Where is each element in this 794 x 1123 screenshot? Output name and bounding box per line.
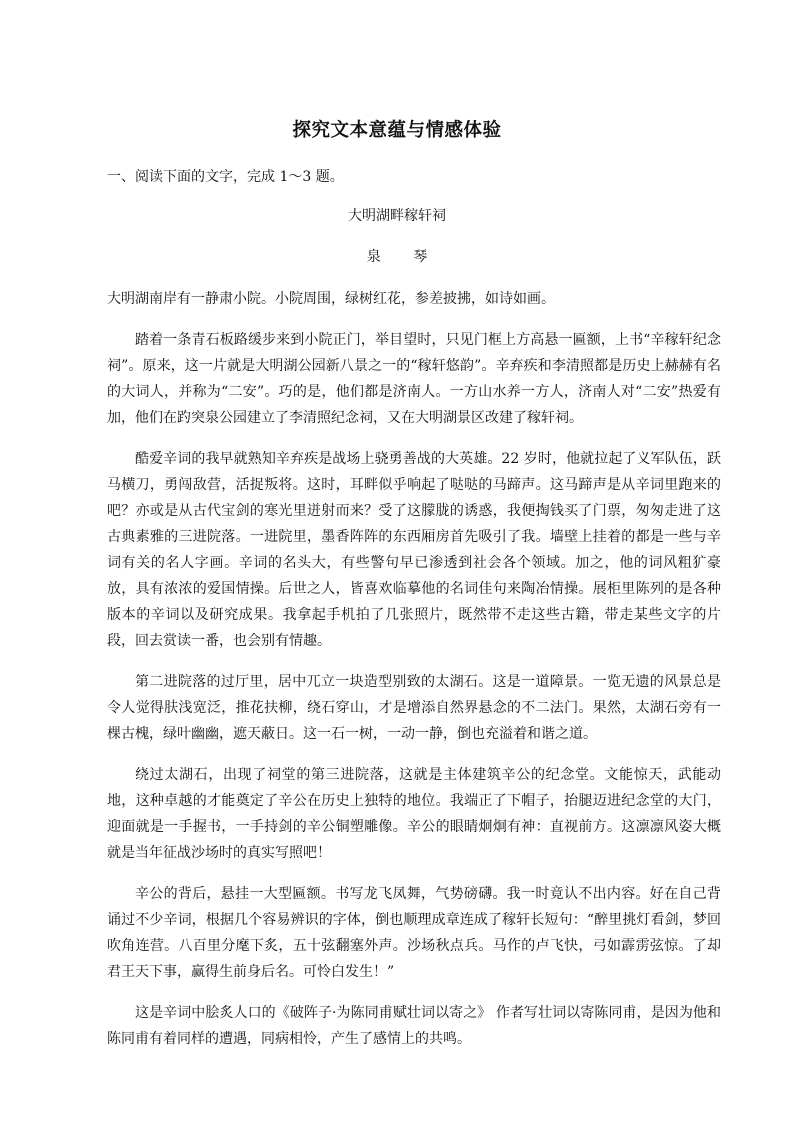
document-title: 探究文本意蕴与情感体验 xyxy=(292,120,502,141)
question-instruction: 一、阅读下面的文字，完成 1～3 题。 xyxy=(107,169,344,185)
essay-author: 泉 琴 xyxy=(366,249,442,265)
essay-title: 大明湖畔稼轩祠 xyxy=(348,208,446,224)
essay-body xyxy=(107,286,721,1067)
paragraph-6: 辛公的背后，悬挂一大型匾额。书写龙飞凤舞，气势磅礴。我一时竟认不出内容。好在自己背诵过不少辛词，根据几个容易辨识的字体，倒也顺理成章连成了稼轩长短句：“醉里挑灯看剑，梦回吹角连营。八百里分麾下炙，五十弦翻塞外声。沙场秋点兵。马作的卢飞快，弓如霹雳弦惊。了却君王天下事，赢得生前身后名。可怜白发生！” xyxy=(107,886,721,980)
paragraph-4: 第二进院落的过厅里，居中兀立一块造型别致的太湖石。这是一道障景。一览无遗的风景总是令人觉得肤浅宽泛，推花扶柳，绕石穿山，才是增添自然界悬念的不二法门。果然，太湖石旁有一棵古槐，绿叶幽幽，遮天蔽日。这一石一树，一动一静，倒也充溢着和谐之道。 xyxy=(107,674,721,742)
paragraph-3: 酷爱辛词的我早就熟知辛弃疾是战场上骁勇善战的大英雄。22 岁时，他就拉起了义军队伍，跃马横刀，勇闯敌营，活捉叛将。这时，耳畔似乎响起了哒哒的马蹄声。这马蹄声是从辛词里跑来的吧？亦或是从古代宝剑的寒光里迸射而来？受了这朦胧的诱惑，我便掏钱买了门票，匆匆走进了这古典素雅的三进院落。一进院里，墨香阵阵的东西厢房首先吸引了我。墙壁上挂着的都是一些与辛词有关的名人字画。辛词的名头大，有些警句早已渗透到社会各个领域。加之，他的词风粗犷豪放，具有浓浓的爱国情操。后世之人，皆喜欢临摹他的名词佳句来陶冶情操。展柜里陈列的是各种版本的辛词以及研究成果。我拿起手机拍了几张照片，既然带不走这些古籍，带走某些文字的片段，回去赏读一番，也会别有情趣。 xyxy=(107,451,721,649)
paragraph-7: 这是辛词中脍炙人口的《破阵子·为陈同甫赋壮词以寄之》 作者写壮词以寄陈同甫，是因为他和陈同甫有着同样的遭遇，同病相怜，产生了感情上的共鸣。 xyxy=(107,1005,721,1047)
paragraph-5: 绕过太湖石，出现了祠堂的第三进院落，这就是主体建筑辛公的纪念堂。文能惊天，武能动地，这种卓越的才能奠定了辛公在历史上独特的地位。我端正了下帽子，抬腿迈进纪念堂的大门，迎面就是一手握书，一手持剑的辛公铜塑雕像。辛公的眼睛炯炯有神：直视前方。这凛凛风姿大概就是当年征战沙场时的真实写照吧！ xyxy=(107,767,721,861)
paragraph-2: 踏着一条青石板路缓步来到小院正门，举目望时，只见门框上方高悬一匾额，上书“辛稼轩纪念祠”。原来，这一片就是大明湖公园新八景之一的“稼轩悠韵”。辛弃疾和李清照都是历史上赫赫有名的大词人，并称为“二安”。巧的是，他们都是济南人。一方山水养一方人，济南人对“二安”热爱有加，他们在趵突泉公园建立了李清照纪念祠，又在大明湖景区改建了稼轩祠。 xyxy=(107,332,721,426)
paragraph-1: 大明湖南岸有一静肃小院。小院周围，绿树红花，参差披拂，如诗如画。 xyxy=(107,291,555,307)
